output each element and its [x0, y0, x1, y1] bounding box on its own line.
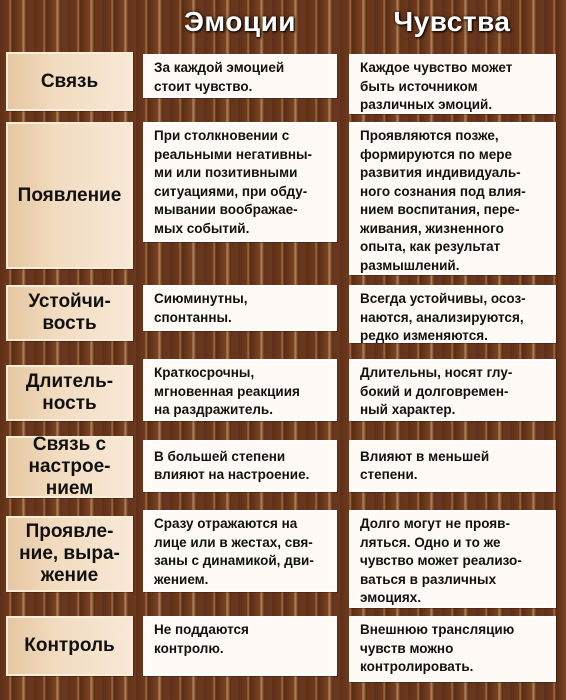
emotions-cell [143, 440, 337, 492]
row-label [6, 616, 133, 676]
emotions-cell: За каждой эмоцией стоит чувство. [143, 54, 337, 98]
table-header [0, 0, 566, 44]
row-label-text: Контроль [24, 635, 115, 656]
row-label [6, 436, 133, 498]
emotions-cell: Краткосрочны, мгновенная реакциия на раздражитель. [143, 359, 337, 421]
feelings-cell: Проявляются позже, формируются по мере развития индивидуаль- ного сознания под влия- нием воспитания, пере- живания, жизненного опыта, как результат размышлений. [349, 122, 556, 275]
row-label [6, 52, 133, 111]
column-header-feelings: Чувства [393, 6, 511, 37]
emotions-cell: Не поддаются контролю. [143, 616, 337, 676]
feelings-cell: Долго могут не прояв- ляться. Одно и то же чувство может реализо- ваться в различных эмоциях. [349, 510, 556, 608]
emotions-cell: Сиюминутны, спонтанны. [143, 285, 337, 331]
row-label-text: Связь [40, 70, 99, 92]
row-label-text: Связь с настрое- нием [28, 434, 111, 499]
feelings-cell: Каждое чувство может быть источником различных эмоций. [349, 54, 556, 114]
emotions-cell-text: В большей степени влияют на настроение. [154, 448, 310, 482]
row-label-text: Устойчи- вость [28, 291, 111, 334]
row-label [6, 285, 133, 341]
row-label [6, 516, 133, 592]
row-label-text: Длитель- ность [25, 371, 114, 414]
emotions-cell: При столкновении с реальными негативны- ми или позитивными ситуациями, при обду- мывании воображае- мых событий. [143, 122, 337, 242]
row-label [6, 122, 133, 269]
feelings-cell-text: Влияют в меньшей степени. [360, 448, 490, 482]
row-label-text: Появление [17, 184, 122, 206]
feelings-cell: Длительны, носят глу- бокий и долговремен- ный характер. [349, 359, 556, 421]
emotions-cell: Сразу отражаются на лице или в жестах, свя- заны с динамикой, дви- жением. [143, 510, 337, 592]
row-label [6, 365, 133, 421]
feelings-cell [349, 440, 556, 492]
row-label-text: Проявле- ние, выра- жение [19, 521, 120, 586]
feelings-cell: Всегда устойчивы, осоз- наются, анализируются, редко изменяются. [349, 285, 556, 343]
column-header-emotions: Эмоции [183, 6, 296, 37]
feelings-cell: Внешнюю трансляцию чувств можно контролировать. [349, 616, 556, 682]
